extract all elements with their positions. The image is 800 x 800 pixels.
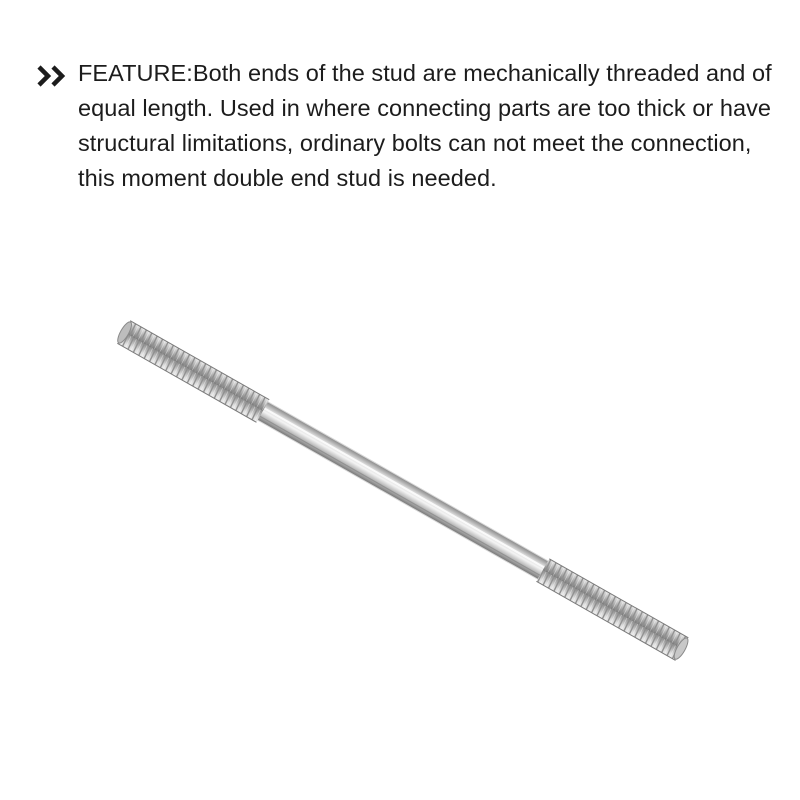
stud-thread-left	[115, 319, 270, 422]
feature-description: FEATURE:Both ends of the stud are mechanically threaded and of equal length. Used in where connecting parts are too thick or have structural limitations, ordinary bolts can not meet the connection, this moment double end stud is needed.	[78, 60, 772, 191]
stud-body	[115, 319, 691, 662]
stud-thread-right	[536, 559, 691, 662]
